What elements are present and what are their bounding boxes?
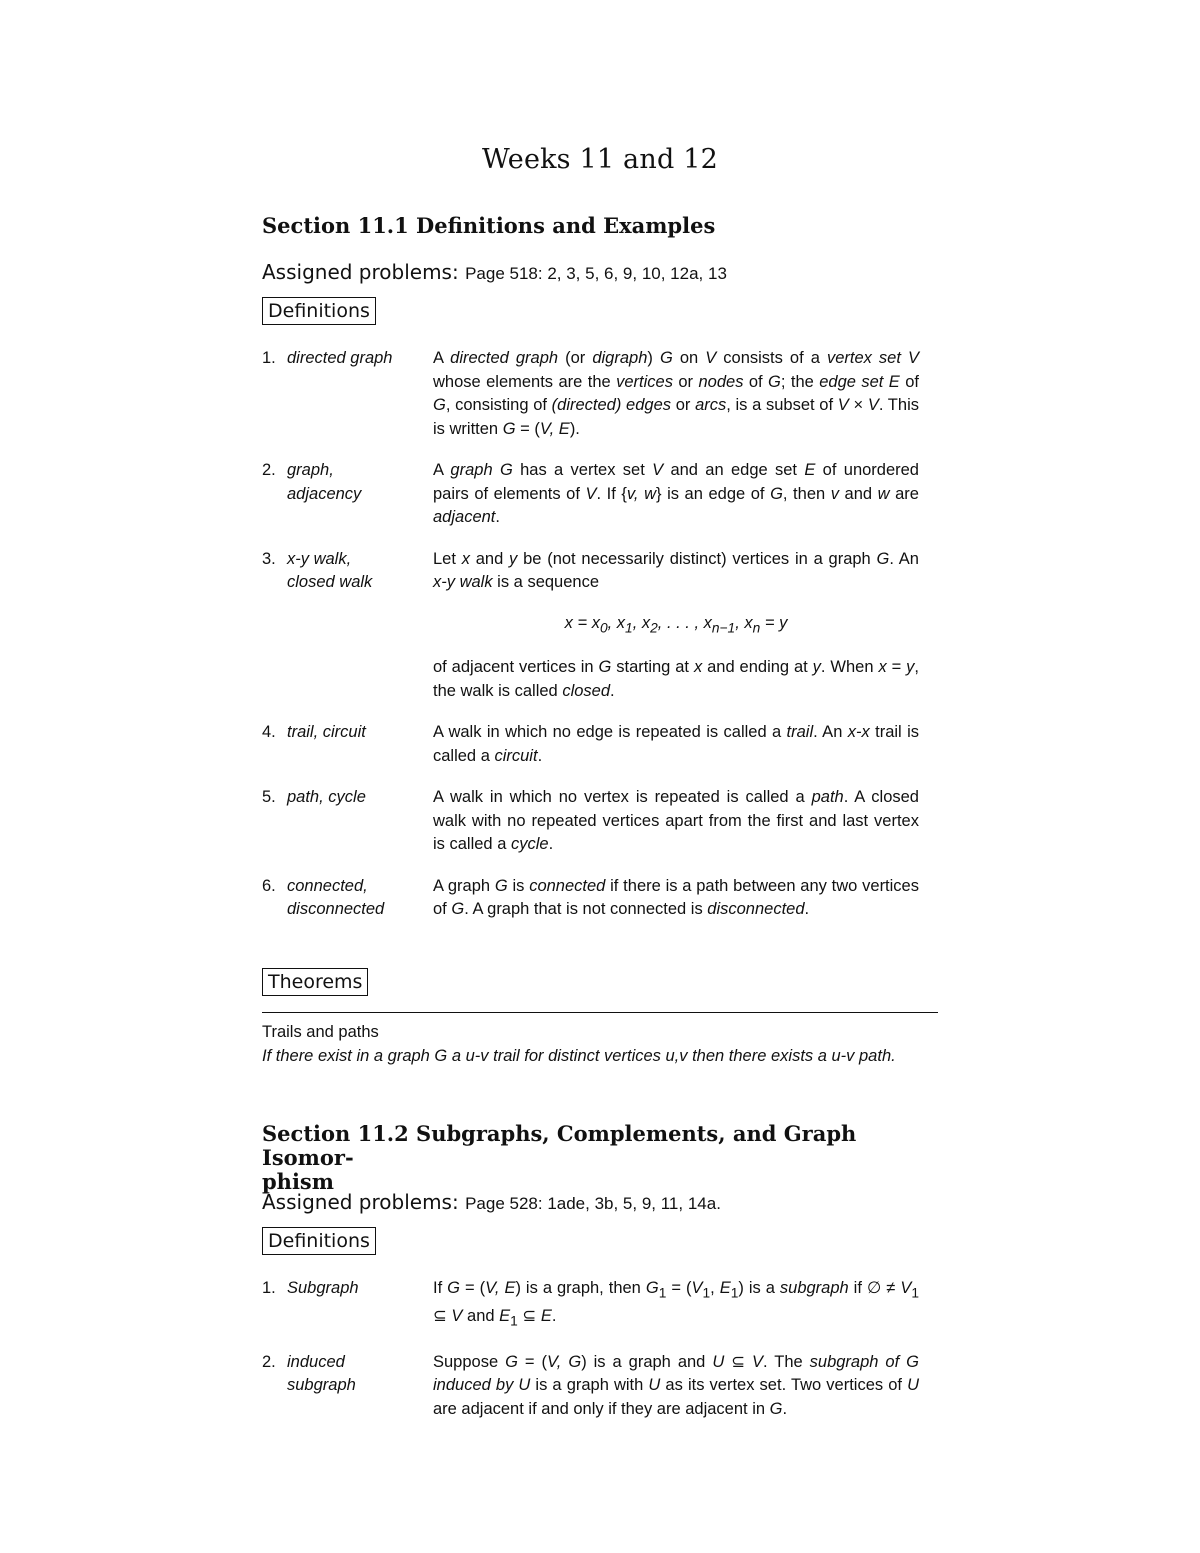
definition-term: 4. trail, circuit <box>262 723 366 742</box>
definition-term: 5. path, cycle <box>262 788 366 807</box>
definitions-label-box: Definitions <box>262 1227 376 1255</box>
definition-item <box>262 721 942 768</box>
theorems-label-box: Theorems <box>262 968 368 996</box>
definition-item <box>262 786 942 857</box>
definition-body: A walk in which no edge is repeated is called a trail. An x-x trail is called a circuit. <box>433 723 919 765</box>
definition-item <box>262 875 942 922</box>
definition-body: A directed graph (or digraph) G on V consists of a vertex set V whose elements are the vertices or nodes of G; the edge set E of G, consisting of (directed) edges or arcs, is a subset of V × V. This is written G = (V, E). <box>433 349 919 438</box>
assigned-problems-11-2 <box>262 1190 721 1214</box>
definition-term: 3. x-y walk, closed walk <box>262 549 373 591</box>
theorem-name: Trails and paths <box>262 1023 379 1041</box>
theorem-trails-and-paths <box>262 1020 938 1068</box>
assigned-pages: Page 528: 1ade, 3b, 5, 9, 11, 14a. <box>465 1194 721 1213</box>
theorem-statement: If there exist in a graph G a u-v trail for distinct vertices u,v then there exists a u-v path. <box>262 1047 896 1065</box>
section-heading-11-1: Section 11.1 Definitions and Examples <box>262 213 716 238</box>
definitions-label-box: Definitions <box>262 297 376 325</box>
definition-body: Suppose G = (V, G) is a graph and U ⊆ V. The subgraph of G induced by U is a graph with U as its vertex set. Two vertices of U are adjacent if and only if they are adjacent in G. <box>433 1352 920 1418</box>
theorem-divider <box>262 1012 938 1013</box>
definitions-list-11-1 <box>262 347 942 940</box>
definition-term: 2. induced subgraph <box>262 1352 356 1395</box>
definition-body: If G = (V, E) is a graph, then $G_1 = (V_1$, $E_1$) is a subgraph if ∅ ≠ $V_1$ ⊆ V and $E_1$ ⊆ E. <box>433 1279 919 1329</box>
assigned-pages: Page 518: 2, 3, 5, 6, 9, 10, 12a, 13 <box>465 264 727 283</box>
page-title: Weeks 11 and 12 <box>482 144 718 175</box>
definition-body: A walk in which no vertex is repeated is called a path. A closed walk with no repeated vertices apart from the first and last vertex is called a cycle. <box>433 788 919 854</box>
assigned-label: Assigned problems: <box>262 1190 459 1214</box>
assigned-problems-11-1 <box>262 260 727 284</box>
definition-body: A graph G is connected if there is a path between any two vertices of G. A graph that is not connected is disconnected. <box>433 876 919 919</box>
assigned-label: Assigned problems: <box>262 260 459 284</box>
definition-term: 6. connected, disconnected <box>262 876 385 919</box>
definition-item <box>262 1351 942 1422</box>
definition-body: Let x and y be (not necessarily distinct) vertices in a graph G. An x-y walk is a sequence $x = x_0$, $x_1$, $x_2$, . . . , $x_{n-1}$, $x_n = y$ of adjacent vertices in G starting at x and ending at y. When x = y, the walk is called closed. <box>433 549 919 700</box>
definitions-list-11-2 <box>262 1277 942 1439</box>
definition-item <box>262 347 942 441</box>
section-heading-11-2: Section 11.2 Subgraphs, Complements, and Graph Isomor- phism <box>262 1121 857 1194</box>
definition-term: 1. directed graph <box>262 349 393 367</box>
definition-term: 1. Subgraph <box>262 1279 359 1297</box>
definition-body: A graph G has a vertex set V and an edge set E of unordered pairs of elements of V. If {v, w} is an edge of G, then v and w are adjacent. <box>433 461 919 526</box>
definition-item <box>262 548 942 704</box>
definition-term: 2. graph, adjacency <box>262 461 362 503</box>
definition-item <box>262 459 942 530</box>
definition-item <box>262 1277 942 1333</box>
